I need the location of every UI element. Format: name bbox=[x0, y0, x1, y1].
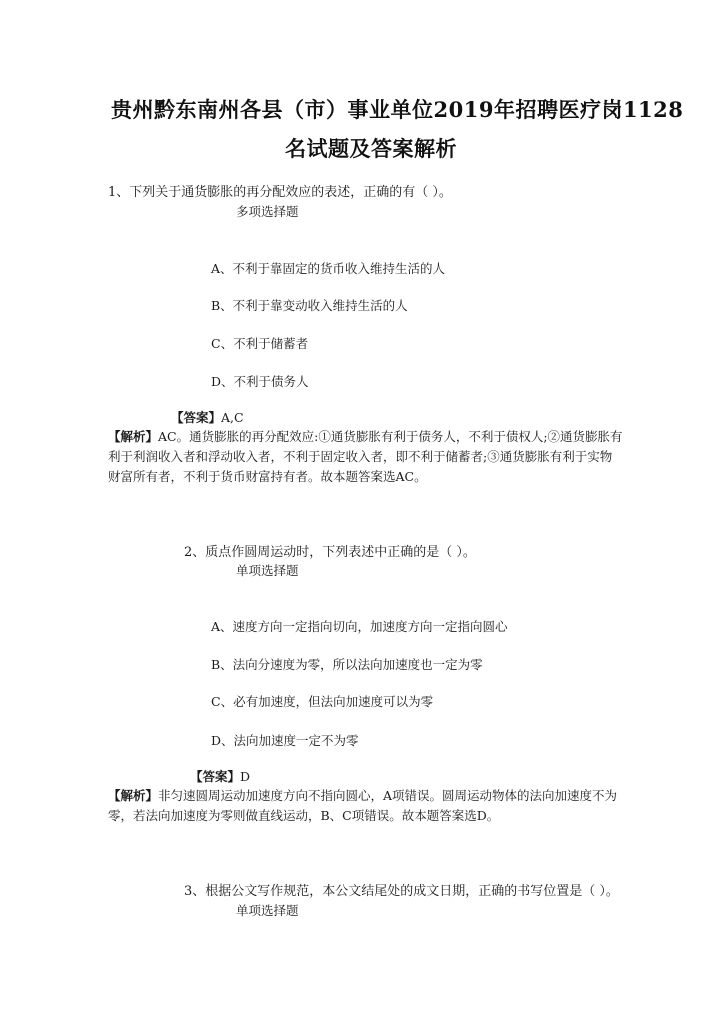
question-1-option-a: A、不利于靠固定的货币收入维持生活的人 bbox=[211, 261, 446, 276]
question-2-option-c: C、必有加速度，但法向加速度可以为零 bbox=[211, 694, 434, 709]
answer-value: D bbox=[240, 769, 251, 784]
explanation-label: 【解析】 bbox=[108, 429, 159, 444]
question-2-stem: 2、质点作圆周运动时，下列表述中正确的是（ ）。 bbox=[184, 545, 476, 560]
question-3-type: 单项选择题 bbox=[236, 903, 299, 918]
question-1-answer bbox=[171, 408, 244, 426]
explanation-label: 【解析】 bbox=[108, 788, 159, 803]
question-1-option-b: B、不利于靠变动收入维持生活的人 bbox=[211, 298, 408, 313]
question-2-explanation bbox=[108, 786, 623, 826]
question-1-explanation bbox=[108, 427, 623, 487]
document-title-line-2: 名试题及答案解析 bbox=[285, 136, 457, 161]
question-2-option-d: D、法向加速度一定不为零 bbox=[211, 733, 359, 748]
explanation-text: 非匀速圆周运动加速度方向不指向圆心，A项错误。圆周运动物体的法向加速度不为零，若法向加速度为零则做直线运动，B、C项错误。故本题答案选D。 bbox=[108, 788, 618, 823]
question-2-option-b: B、法向分速度为零，所以法向加速度也一定为零 bbox=[211, 657, 483, 672]
question-3-stem: 3、根据公文写作规范，本公文结尾处的成文日期，正确的书写位置是（ ）。 bbox=[184, 884, 619, 899]
explanation-text: AC。通货膨胀的再分配效应:①通货膨胀有利于债务人，不利于债权人;②通货膨胀有利于利润收入者和浮动收入者，不利于固定收入者，即不利于储蓄者;③通货膨胀有利于实物财富所有者，不利于货币财富持有者。故本题答案选AC。 bbox=[108, 429, 623, 484]
question-2-option-a: A、速度方向一定指向切向，加速度方向一定指向圆心 bbox=[211, 619, 508, 634]
document-title-line-1: 贵州黔东南州各县（市）事业单位2019年招聘医疗岗1128 bbox=[111, 97, 684, 122]
question-1-stem: 1、下列关于通货膨胀的再分配效应的表述，正确的有（ ）。 bbox=[108, 185, 452, 200]
question-1-option-d: D、不利于债务人 bbox=[211, 374, 309, 389]
question-2-type: 单项选择题 bbox=[236, 563, 299, 578]
answer-label: 【答案】 bbox=[190, 769, 241, 784]
answer-label: 【答案】 bbox=[171, 410, 222, 425]
question-1-type: 多项选择题 bbox=[236, 204, 299, 219]
question-2-answer bbox=[190, 767, 250, 785]
question-1-option-c: C、不利于储蓄者 bbox=[211, 336, 309, 351]
answer-value: A,C bbox=[221, 410, 244, 425]
